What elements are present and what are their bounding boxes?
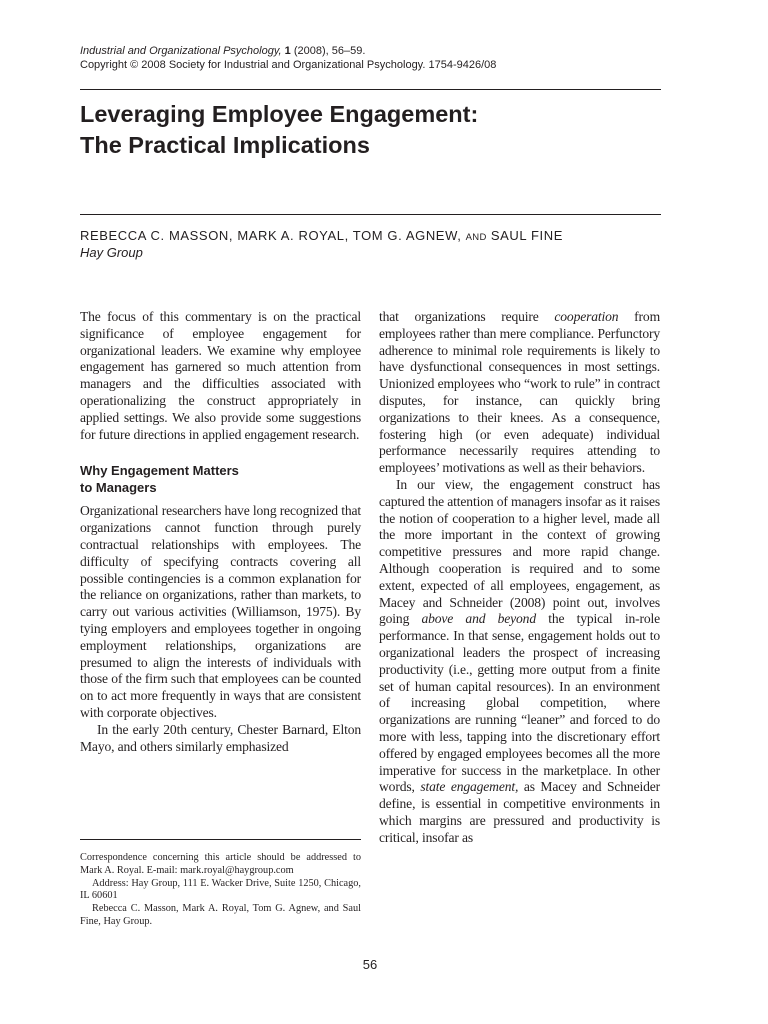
section-heading-line-1: Why Engagement Matters — [80, 463, 239, 479]
section-heading-line-2: to Managers — [80, 480, 157, 496]
authors-last: SAUL FINE — [490, 228, 563, 243]
text-run: In our view, the engagement construct has captured the attention of managers insofar as it raises the notion of cooperation to a higher level, made all the more important in the context of growing competitive pressures and more rapid change. Although cooperation is required and to some extent, expected of all employees, engagement, as Macey and Schneider (2008) point out, involves going — [379, 476, 660, 627]
article-title — [80, 99, 680, 161]
body-paragraph: Organizational researchers have long recognized that organizations cannot function through purely contractual relationships with employees. The difficulty of specifying contracts covering all possible contingencies is a common explanation for the reliance on organizations, rather than markets, to carry out various activities (Williamson, 1975). By tying employers and employees together in ongoing employment relationships, organizations are presumed to align the interests of individuals with those of the firm such that employees can be counted on to act more frequently in ways that are consistent with corporate objectives. — [80, 503, 361, 720]
title-line-1: Leveraging Employee Engagement: — [80, 101, 479, 127]
authors-main: REBECCA C. MASSON, MARK A. ROYAL, TOM G. AGNEW, — [80, 228, 462, 243]
journal-title: Industrial and Organizational Psychology, — [80, 45, 282, 57]
header-divider — [80, 89, 661, 90]
title-line-2: The Practical Implications — [80, 132, 370, 158]
emphasis-text: cooperation — [554, 309, 619, 324]
citation-line — [80, 44, 690, 58]
body-paragraph — [379, 309, 660, 477]
affiliation-note: Rebecca C. Masson, Mark A. Royal, Tom G. Agnew, and Saul Fine, Hay Group. — [80, 903, 361, 927]
copyright-line: Copyright © 2008 Society for Industrial and Organizational Psychology. 1754-9426/08 — [80, 59, 497, 71]
emphasis-text: above and beyond — [421, 611, 536, 627]
body-paragraph: In the early 20th century, Chester Barnard, Elton Mayo, and others similarly emphasized — [80, 721, 361, 754]
text-run: the typical in-role performance. In that sense, engagement holds out to organizational leaders the prospect of increasing productivity (i.e., getting more output from a finite set of human capital resources). In an environment of increasing global competition, where organizations are running “leaner” and forced to do more with less, tapping into the discretionary effort offered by engaged employees becomes all the more imperative for success in the marketplace. In other words, — [379, 611, 660, 795]
left-column — [80, 309, 361, 755]
journal-header — [80, 44, 690, 72]
right-column — [379, 309, 660, 847]
author-list — [80, 227, 680, 246]
text-run: as Macey and Schneider define, is essential in competitive environments in which margins are pressured and productivity is critical, insofar as — [379, 779, 660, 845]
page-number: 56 — [362, 957, 378, 972]
title-divider — [80, 214, 661, 215]
section-heading — [80, 462, 361, 496]
footnote — [80, 852, 361, 929]
footnote-divider — [80, 839, 361, 840]
correspondence-note: Correspondence concerning this article should be addressed to Mark A. Royal. E-mail: mark.royal@haygroup.com — [80, 852, 361, 876]
body-paragraph — [379, 477, 660, 847]
text-run: that organizations require — [379, 309, 555, 324]
year-pages: (2008), 56–59. — [293, 45, 366, 57]
emphasis-text: state engagement, — [420, 779, 519, 795]
authors-and: AND — [465, 232, 487, 243]
address-note: Address: Hay Group, 111 E. Wacker Drive, Suite 1250, Chicago, IL 60601 — [80, 877, 361, 902]
volume-number: 1 — [284, 45, 291, 57]
affiliation: Hay Group — [80, 245, 143, 260]
text-run: from employees rather than mere compliance. Perfunctory adherence to minimal role requirements is likely to have dysfunctional consequences in most settings. Unionized employees who “work to rule” in contract disputes, for instance, can quickly bring organizations to their knees. As a consequence, fostering high (or even adequate) individual performance necessarily requires attending to employees’ motivations as well as their behaviors. — [379, 309, 660, 476]
abstract: The focus of this commentary is on the practical significance of employee engagement for organizational leaders. We examine why employee engagement has garnered so much attention from managers and the difficulties associated with operationalizing the construct appropriately in applied settings. We also provide some suggestions for future directions in applied engagement research. — [80, 309, 361, 442]
